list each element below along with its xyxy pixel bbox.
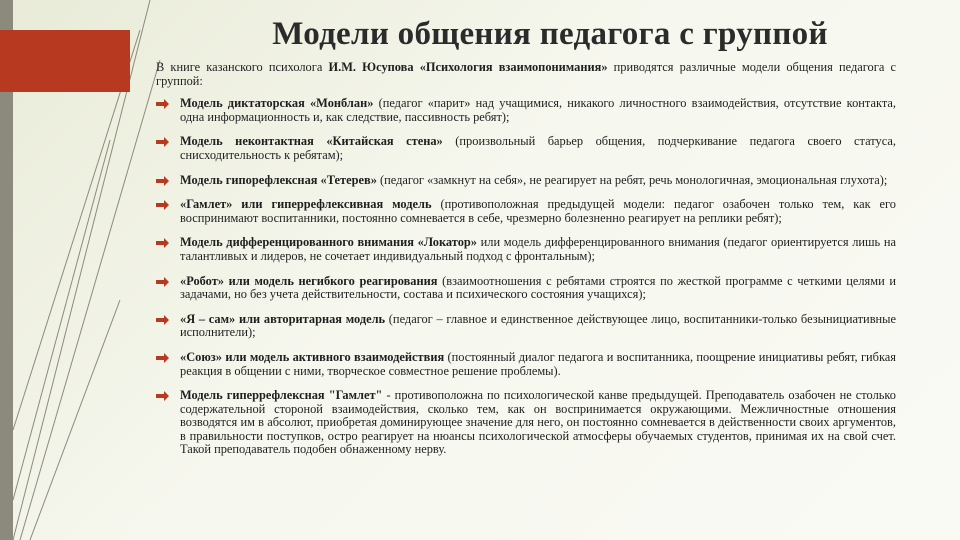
list-item [156, 97, 896, 124]
pen-arrow-bullet-icon [156, 238, 169, 248]
intro-paragraph [156, 61, 896, 88]
model-description: (педагог «парит» над учащимися, никакого личностного взаимодействия, отсутствие контакта, одна информационность и, как следствие, пассивность ребят); [180, 96, 896, 124]
pen-arrow-bullet-icon [156, 137, 169, 147]
model-name: «Союз» или модель активного взаимодействия [180, 349, 445, 364]
model-name: Модель дифференцированного внимания «Локатор» [180, 235, 477, 250]
models-list [156, 97, 896, 457]
model-name: Модель диктаторская «Монблан» [180, 96, 374, 111]
pen-arrow-bullet-icon [156, 315, 169, 325]
list-item [156, 236, 896, 263]
model-name: Модель гиперрефлексная "Гамлет" [180, 388, 383, 403]
pen-arrow-bullet-icon [156, 277, 169, 287]
model-name: «Робот» или модель негибкого реагирования [180, 273, 438, 288]
content-area [156, 61, 896, 468]
slide-title: Модели общения педагога с группой [272, 16, 828, 52]
pen-arrow-bullet-icon [156, 353, 169, 363]
model-description: (педагог – главное и единственное действующее лицо, воспитанники-только безынициативные исполнители); [180, 311, 896, 340]
model-name: «Гамлет» или гиперрефлексивная модель [180, 197, 432, 212]
model-description: (педагог «замкнут на себя», не реагирует на ребят, речь монологичная, эмоциональная глухота); [376, 172, 888, 187]
pen-arrow-bullet-icon [156, 176, 169, 186]
intro-book: И.М. Юсупова «Психология взаимопонимания» [328, 60, 608, 74]
list-item [156, 174, 896, 188]
list-item [156, 198, 896, 225]
intro-pre: В книге казанского психолога [156, 60, 329, 74]
model-name: Модель неконтактная «Китайская стена» [180, 134, 443, 149]
model-description: (взаимоотношения с ребятами строятся по жесткой программе с четкими целями и задачами, но без учета действительности, состава и психического состояния учащихся); [180, 273, 896, 302]
intro-post: приводятся различные модели общения педагога с группой: [156, 60, 896, 88]
model-name: Модель гипорефлексная «Тетерев» [180, 172, 377, 187]
list-item [156, 135, 896, 162]
list-item [156, 313, 896, 340]
model-description: (противоположная предыдущей модели: педагог озабочен только тем, как его воспринимают воспитанники, постоянно сомневается в себе, чрезмерно болезненно реагирует на реплики ребят); [180, 197, 896, 225]
pen-arrow-bullet-icon [156, 200, 169, 210]
model-description: (произвольный барьер общения, подчеркивание педагога своего статуса, снисходительность к ребятам); [180, 134, 896, 162]
model-name: «Я – сам» или авторитарная модель [180, 311, 386, 326]
pen-arrow-bullet-icon [156, 99, 169, 109]
model-description: - противоположна по психологической канве предыдущей. Преподаватель озабочен не столько содержательной стороной взаимодействия, сколько тем, как он воспринимается окружающими. Межличностные отношения возводятся им в абсолют, приобретая доминирующее значение для него, он постоянно сомневается в действенности своих аргументов, в правильности поступков, остро реагирует на нюансы психологической атмосферы обучаемых студентов, принимая их на свой счет. Такой преподаватель подобен обнаженному нерву. [180, 388, 896, 457]
model-description: (постоянный диалог педагога и воспитанника, поощрение инициативы ребят, гибкая реакция в общении с ними, творческое совместное решение проблемы). [180, 349, 897, 378]
list-item [156, 351, 896, 378]
accent-block [0, 30, 130, 92]
list-item [156, 389, 896, 457]
model-description: или модель дифференцированного внимания (педагог ориентируется лишь на талантливых и лидеров, не сочетает индивидуальный подход с фронтальным); [180, 235, 896, 263]
pen-arrow-bullet-icon [156, 391, 169, 401]
list-item [156, 275, 896, 302]
